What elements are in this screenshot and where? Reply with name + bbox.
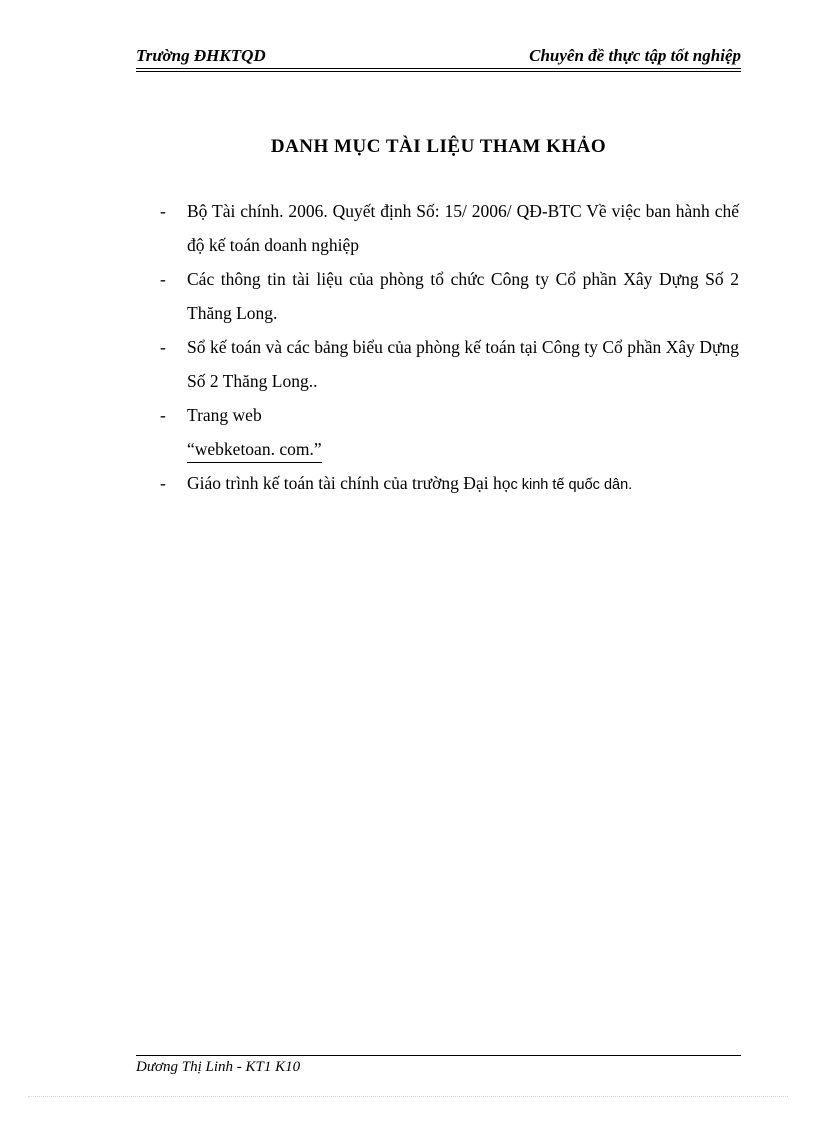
page-header (136, 46, 741, 68)
reference-item (136, 262, 739, 330)
footer-divider (136, 1055, 741, 1056)
footer-author: Dương Thị Linh - KT1 K10 (136, 1059, 301, 1075)
reference-text-tail: c kinh tế quốc dân. (510, 477, 633, 493)
list-bullet: - (160, 201, 166, 221)
reference-text: Sổ kế toán và các bảng biểu của phòng kế toán tại Công ty Cổ phần Xây Dựng Số 2 Thăng Long.. (187, 337, 739, 391)
list-bullet: - (160, 473, 166, 493)
list-bullet: - (160, 405, 166, 425)
reference-link[interactable]: “webketoan. com.” (187, 437, 322, 463)
reference-text: Các thông tin tài liệu của phòng tổ chức Công ty Cổ phần Xây Dựng Số 2 Thăng Long. (187, 269, 739, 323)
reference-item (136, 398, 739, 466)
reference-text: Trang web (187, 405, 262, 425)
list-bullet: - (160, 337, 166, 357)
page-bottom-dotted-line (28, 1096, 788, 1097)
header-divider (136, 68, 741, 72)
reference-item (136, 194, 739, 262)
page-title: DANH MỤC TÀI LIỆU THAM KHẢO (270, 136, 607, 157)
reference-text: Bộ Tài chính. 2006. Quyết định Số: 15/ 2006/ QĐ-BTC Về việc ban hành chế độ kế toán doanh nghiệp (187, 201, 739, 255)
header-school: Trường ĐHKTQD (136, 46, 266, 65)
reference-item (136, 466, 739, 502)
header-document-type: Chuyên đề thực tập tốt nghiệp (529, 46, 741, 65)
list-bullet: - (160, 269, 166, 289)
reference-item (136, 330, 739, 398)
reference-text: Giáo trình kế toán tài chính của trường Đại họ (187, 473, 511, 493)
reference-list (136, 194, 739, 502)
